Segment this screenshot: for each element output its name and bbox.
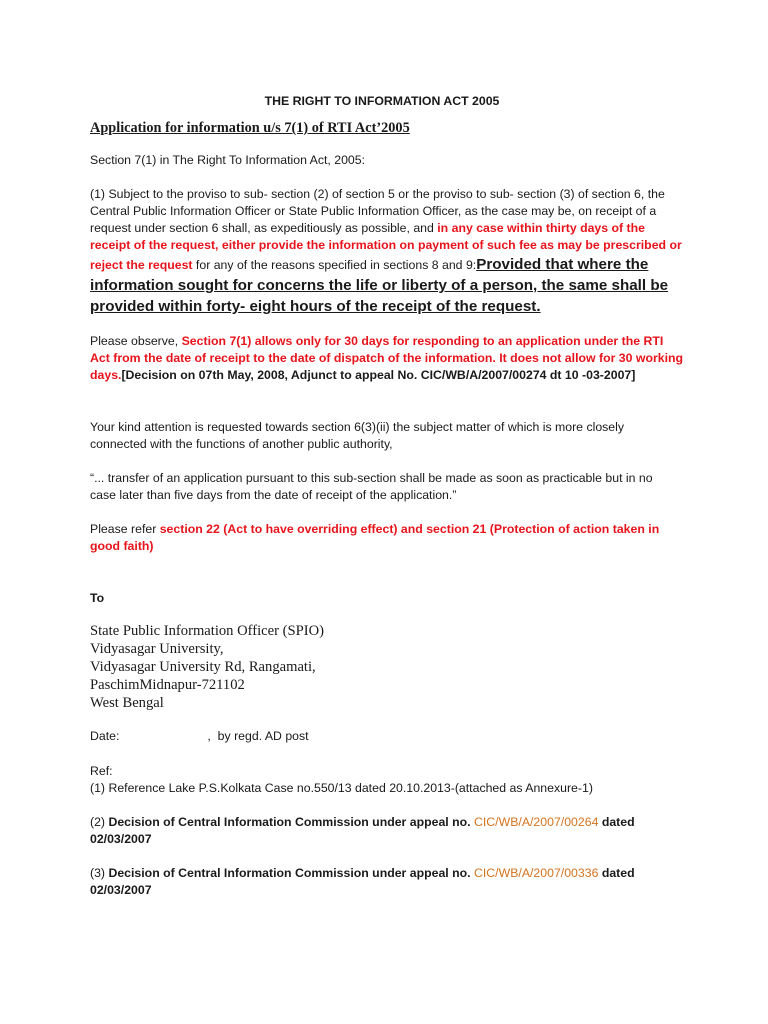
- address-line: Vidyasagar University Rd, Rangamati,: [90, 659, 316, 675]
- ref-number: (3): [90, 866, 109, 880]
- ref-label: Ref:: [90, 764, 113, 778]
- date-label: Date:: [90, 729, 120, 743]
- reference-1: (1) Reference Lake P.S.Kolkata Case no.550/13 dated 20.10.2013-(attached as Annexure-1): [90, 781, 593, 795]
- para2-text: Please observe,: [90, 334, 182, 348]
- post-method: by regd. AD post: [217, 729, 309, 743]
- section-intro: Section 7(1) in The Right To Information Act, 2005:: [90, 153, 366, 167]
- appeal-number: CIC/WB/A/2007/00336: [474, 866, 599, 880]
- recipient-address: [90, 622, 690, 712]
- address-line: PaschimMidnapur-721102: [90, 677, 245, 693]
- date-line: [90, 728, 690, 745]
- decision-reference: [Decision on 07th May, 2008, Adjunct to appeal No. CIC/WB/A/2007/00274 dt 10 -03-2007]: [121, 368, 636, 382]
- proviso-text: Provided that where the information sought for concerns the life or liberty of a person, the same shall be provided within forty- eight hours of the receipt of the request.: [90, 256, 669, 315]
- refer-highlight: section 22 (Act to have overriding effect) and section 21 (Protection of action taken in good faith): [90, 522, 660, 553]
- quote-text-2: receipt of the application.: [315, 488, 453, 502]
- address-line: Vidyasagar University,: [90, 641, 224, 657]
- ref-description: Decision of Central Information Commission under appeal no.: [108, 815, 474, 829]
- para1-text: (1) Subject to the proviso to sub- section (2) of section 5 or the proviso to sub- section (3) of section 6, the Central Public Information Officer or State Public Information Officer, as the case may be, on receipt of a request under section 6 shall, as expeditiously as possible, and: [90, 187, 665, 235]
- to-label: To: [90, 591, 105, 605]
- address-line: West Bengal: [90, 695, 164, 711]
- application-heading: Application for information u/s 7(1) of RTI Act’2005: [90, 120, 410, 136]
- ref-date: dated 02/03/2007: [90, 815, 635, 846]
- address-line: State Public Information Officer (SPIO): [90, 623, 324, 639]
- date-comma: ,: [207, 729, 211, 743]
- refer-paragraph: [90, 521, 680, 555]
- section-7-1-paragraph: [90, 186, 686, 317]
- ref-description: Decision of Central Information Commission under appeal no.: [108, 866, 474, 880]
- ref-date: dated 02/03/2007: [90, 866, 635, 897]
- ref-number: (2): [90, 815, 109, 829]
- quote-close: ”: [452, 488, 457, 502]
- document-title: THE RIGHT TO INFORMATION ACT 2005: [264, 94, 500, 108]
- reference-3: [90, 865, 660, 899]
- observation-paragraph: [90, 333, 686, 384]
- quotation-paragraph: [90, 470, 670, 504]
- refer-text: Please refer: [90, 522, 160, 536]
- para1-text-2: for any of the reasons specified in sections 8 and 9:: [192, 258, 477, 272]
- para1-highlight: in any case within thirty days of the receipt of the request, either provide the information on payment of such fee as may be prescribed or reject the request: [90, 221, 682, 272]
- quote-text: “... transfer of an application pursuant to this sub-section shall be made as soon as practicable but in no case later than five days from the date of: [90, 471, 653, 502]
- attention-paragraph: Your kind attention is requested towards section 6(3)(ii) the subject matter of which is more closely connected with the functions of another public authority,: [90, 420, 625, 451]
- reference-2: [90, 814, 660, 848]
- appeal-number: CIC/WB/A/2007/00264: [474, 815, 599, 829]
- para2-highlight: Section 7(1) allows only for 30 days for responding to an application under the RTI Act from the date of receipt to the date of dispatch of the information. It does not allow for 30 working days.: [90, 334, 684, 382]
